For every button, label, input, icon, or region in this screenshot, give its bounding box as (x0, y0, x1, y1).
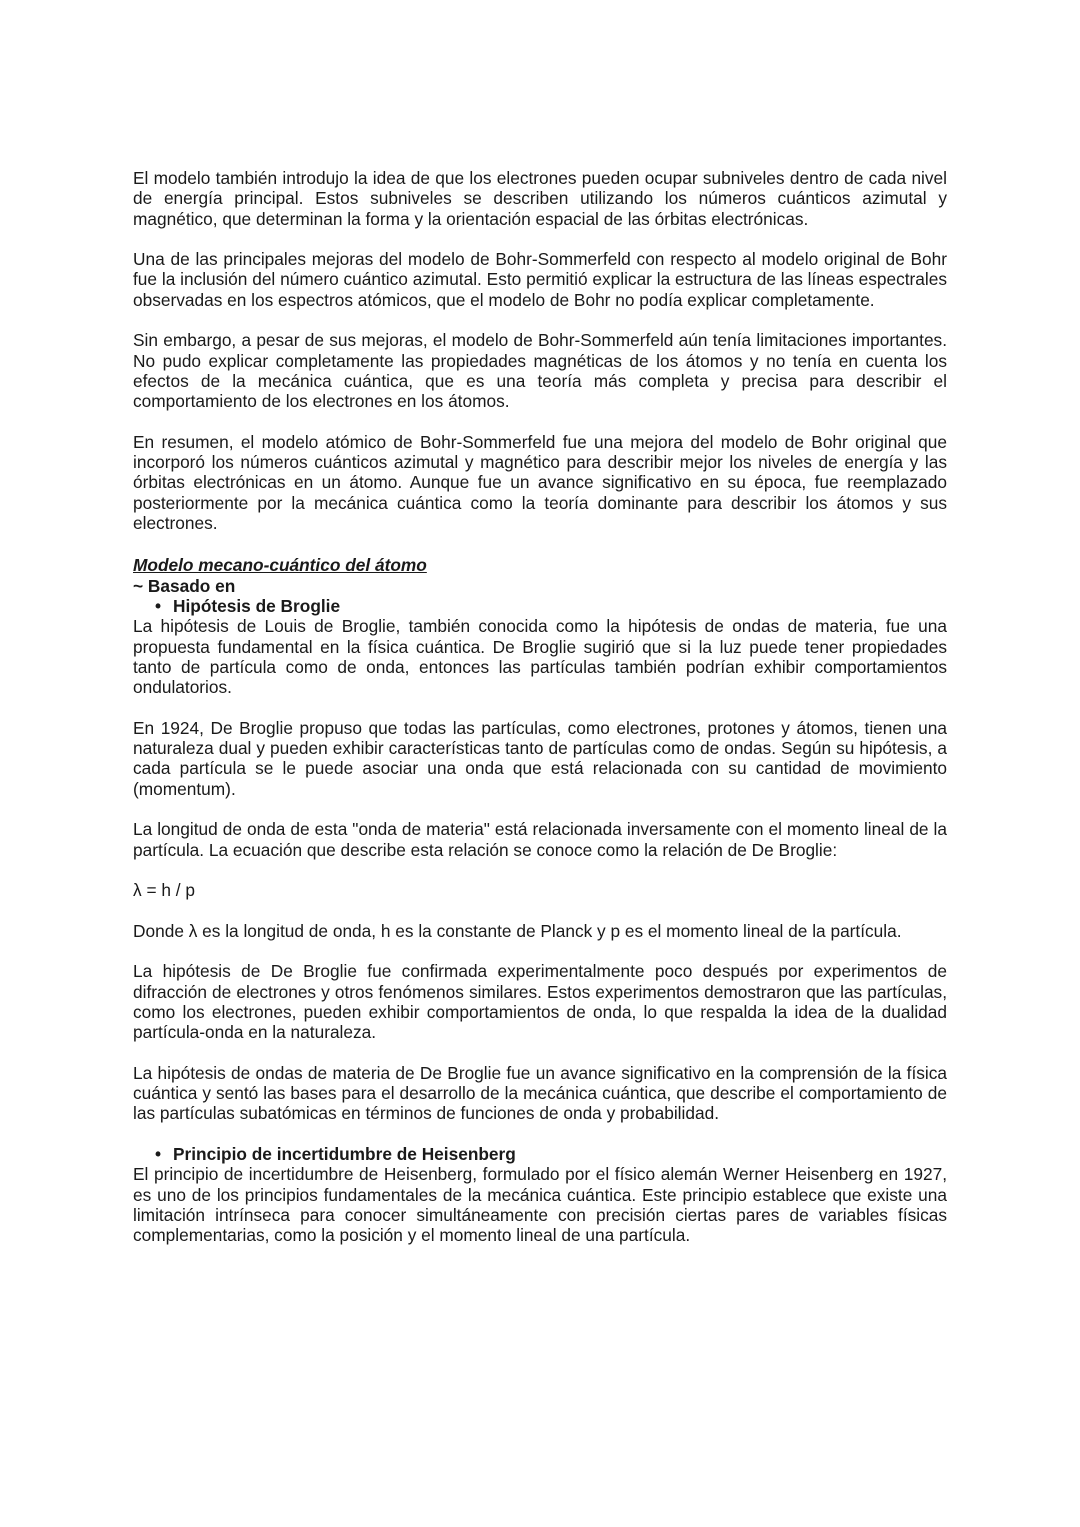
paragraph: Una de las principales mejoras del modelo de Bohr-Sommerfeld con respecto al modelo original de Bohr fue la inclusión del número cuántico azimutal. Esto permitió explicar la estructura de las líneas espectrales observadas en los espectros atómicos, que el modelo de Bohr no podía explicar completamente. (133, 249, 947, 310)
paragraph: La hipótesis de ondas de materia de De Broglie fue un avance significativo en la comprensión de la física cuántica y sentó las bases para el desarrollo de la mecánica cuántica, que describe el comportamiento de las partículas subatómicas en términos de funciones de onda y probabilidad. (133, 1062, 947, 1124)
document-page (133, 168, 947, 1266)
bullet-item (133, 596, 947, 616)
paragraph: La hipótesis de De Broglie fue confirmada experimentalmente poco después por experimentos de difracción de electrones y otros fenómenos similares. Estos experimentos demostraron que las partículas, como los electrones, pueden exhibir comportamientos de onda, lo que respalda la idea de la dualidad partícula-onda en la naturaleza. (133, 961, 947, 1043)
bullet-item (133, 1144, 947, 1164)
paragraph: El principio de incertidumbre de Heisenberg, formulado por el físico alemán Werner Heisenberg en 1927, es uno de los principios fundamentales de la mecánica cuántica. Este principio establece que existe una limitación intrínseca para conocer simultáneamente con precisión ciertas pares de variables físicas complementarias, como la posición y el momento lineal de una partícula. (133, 1164, 947, 1246)
paragraph: Sin embargo, a pesar de sus mejoras, el modelo de Bohr-Sommerfeld aún tenía limitaciones importantes. No pudo explicar completamente las propiedades magnéticas de los átomos y no tenía en cuenta los efectos de la mecánica cuántica, que es una teoría más completa y precisa para describir el comportamiento de los electrones en los átomos. (133, 330, 947, 412)
paragraph: El modelo también introdujo la idea de que los electrones pueden ocupar subniveles dentro de cada nivel de energía principal. Estos subniveles se describen utilizando los números cuánticos azimutal y magnético, que determinan la forma y la orientación espacial de las órbitas electrónicas. (133, 168, 947, 229)
paragraph: Donde λ es la longitud de onda, h es la constante de Planck y p es el momento lineal de la partícula. (133, 920, 902, 941)
bullet-icon: • (155, 1143, 162, 1164)
bullet-label: Hipótesis de Broglie (173, 595, 341, 616)
section-heading: Modelo mecano-cuántico del átomo (133, 555, 427, 576)
based-on-label: ~ Basado en (133, 575, 236, 596)
paragraph: En 1924, De Broglie propuso que todas las partículas, como electrones, protones y átomos, tienen una naturaleza dual y pueden exhibir características tanto de partículas como de ondas. Según su hipótesis, a cada partícula se le puede asociar una onda que está relacionada con su cantidad de movimiento (momentum). (133, 717, 947, 799)
bullet-label: Principio de incertidumbre de Heisenberg (173, 1143, 516, 1164)
paragraph: La longitud de onda de esta "onda de materia" está relacionada inversamente con el momento lineal de la partícula. La ecuación que describe esta relación se conoce como la relación de De Broglie: (133, 819, 947, 860)
paragraph: La hipótesis de Louis de Broglie, también conocida como la hipótesis de ondas de materia, fue una propuesta fundamental en la física cuántica. De Broglie sugirió que si la luz puede tener propiedades tanto de partícula como de onda, entonces las partículas también podrían exhibir comportamientos ondulatorios. (133, 616, 947, 698)
paragraph: En resumen, el modelo atómico de Bohr-Sommerfeld fue una mejora del modelo de Bohr original que incorporó los números cuánticos azimutal y magnético para describir mejor los niveles de energía y las órbitas electrónicas en un átomo. Aunque fue un avance significativo en su época, fue reemplazado posteriormente por la mecánica cuántica como la teoría dominante para describir los átomos y sus electrones. (133, 431, 947, 534)
bullet-icon: • (155, 595, 162, 616)
equation: λ = h / p (133, 880, 195, 901)
